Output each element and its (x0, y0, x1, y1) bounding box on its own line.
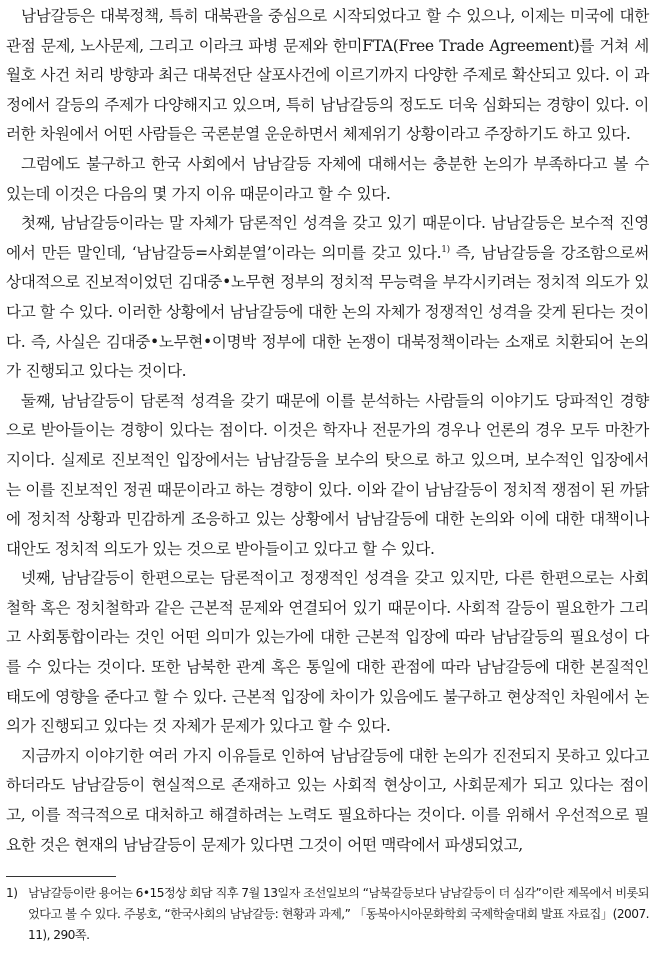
paragraph-2: 그럼에도 불구하고 한국 사회에서 남남갈등 자체에 대해서는 충분한 논의가 부족하다고 볼 수 있는데 이것은 다음의 몇 가지 이유 때문이라고 할 수 있다. (6, 154, 649, 203)
footnote-row (6, 883, 649, 946)
paragraph-3-before: 첫째, 남남갈등이라는 말 자체가 담론적인 성격을 갖고 있기 때문이다. 남남갈등은 보수적 진영에서 만든 말인데, ‘남남갈등=사회분열’이라는 의미를 갖고 있다. (6, 214, 649, 262)
paragraph-4: 둘째, 남남갈등이 담론적 성격을 갖기 때문에 이를 분석하는 사람들의 이야기도 당파적인 경향으로 받아들이는 경향이 있다는 점이다. 이것은 학자나 전문가의 경우나 언론의 경우 모두 마찬가지이다. 실제로 진보적인 입장에서는 남남갈등을 보수의 탓으로 하고 있으며, 보수적인 입장에서는 이를 진보적인 정권 때문이라고 하는 경향이 있다. 이와 같이 남남갈등이 정치적 쟁점이 된 까닭에 정치적 상황과 민감하게 조응하고 있는 상황에서 남남갈등에 대한 논의와 이에 대한 대책이나 대안도 정치적 의도가 있는 것으로 받아들이고 있다고 할 수 있다. (6, 391, 649, 558)
paragraph-6: 지금까지 이야기한 여러 가지 이유들로 인하여 남남갈등에 대한 논의가 진전되지 못하고 있다고 하더라도 남남갈등이 현실적으로 존재하고 있는 사회적 현상이고, 사회문제가 되고 있다는 점이고, 이를 적극적으로 대처하고 해결하려는 노력도 필요하다는 것이다. 이를 위해서 우선적으로 필요한 것은 현재의 남남갈등이 문제가 있다면 그것이 어떤 맥락에서 파생되었고, (6, 746, 649, 854)
body-text (6, 2, 649, 860)
footnote-text: 남남갈등이란 용어는 6•15정상 회담 직후 7월 13일자 조선일보의 “남북갈등보다 남남갈등이 더 심각”이란 제목에서 비롯되었다고 볼 수 있다. 주봉호, “한국사회의 남남갈등: 현황과 과제,” 「동북아시아문화학회 국제학술대회 발표 자료집」(2007.11), 290쪽. (28, 886, 649, 942)
paragraph-1: 남남갈등은 대북정책, 특히 대북관을 중심으로 시작되었다고 할 수 있으나, 이제는 미국에 대한 관점 문제, 노사문제, 그리고 이라크 파병 문제와 한미FTA(Free Trade Agreement)를 거쳐 세월호 사건 처리 방향과 최근 대북전단 살포사건에 이르기까지 다양한 주제로 확산되고 있다. 이 과정에서 갈등의 주제가 다양해지고 있으며, 특히 남남갈등의 정도도 더욱 심화되는 경향이 있다. 이러한 차원에서 어떤 사람들은 국론분열 운운하면서 체제위기 상황이라고 주장하기도 하고 있다. (6, 7, 649, 144)
footnote-divider (6, 876, 116, 877)
footnote-number: 1) (6, 886, 18, 900)
paragraph-5: 넷째, 남남갈등이 한편으로는 담론적이고 정쟁적인 성격을 갖고 있지만, 다른 한편으로는 사회철학 혹은 정치철학과 같은 근본적 문제와 연결되어 있기 때문이다. 사회적 갈등이 필요한가 그리고 사회통합이라는 것인 어떤 의미가 있는가에 대한 근본적 입장에 따라 남남갈등의 필요성이 다를 수 있다는 것이다. 또한 남북한 관계 혹은 통일에 대한 관점에 따라 남남갈등에 대한 본질적인 태도에 영향을 준다고 할 수 있다. 근본적 입장에 차이가 있음에도 불구하고 현상적인 차원에서 논의가 진행되고 있다는 것 자체가 문제가 있다고 할 수 있다. (6, 569, 649, 736)
footnote-ref-1[interactable]: 1) (441, 244, 450, 255)
paragraph-3-after: 즉, 남남갈등을 강조함으로써 상대적으로 진보적이었던 김대중•노무현 정부의 정치적 무능력을 부각시키려는 정치적 의도가 있다고 할 수 있다. 이러한 상황에서 남남갈등에 대한 논의 자체가 정쟁적인 성격을 갖게 된다는 것이다. 즉, 사실은 김대중•노무현•이명박 정부에 대한 논쟁이 대북정책이라는 소재로 치환되어 논의가 진행되고 있다는 것이다. (6, 243, 650, 381)
paragraph-3 (6, 209, 649, 387)
footnote (6, 883, 649, 946)
